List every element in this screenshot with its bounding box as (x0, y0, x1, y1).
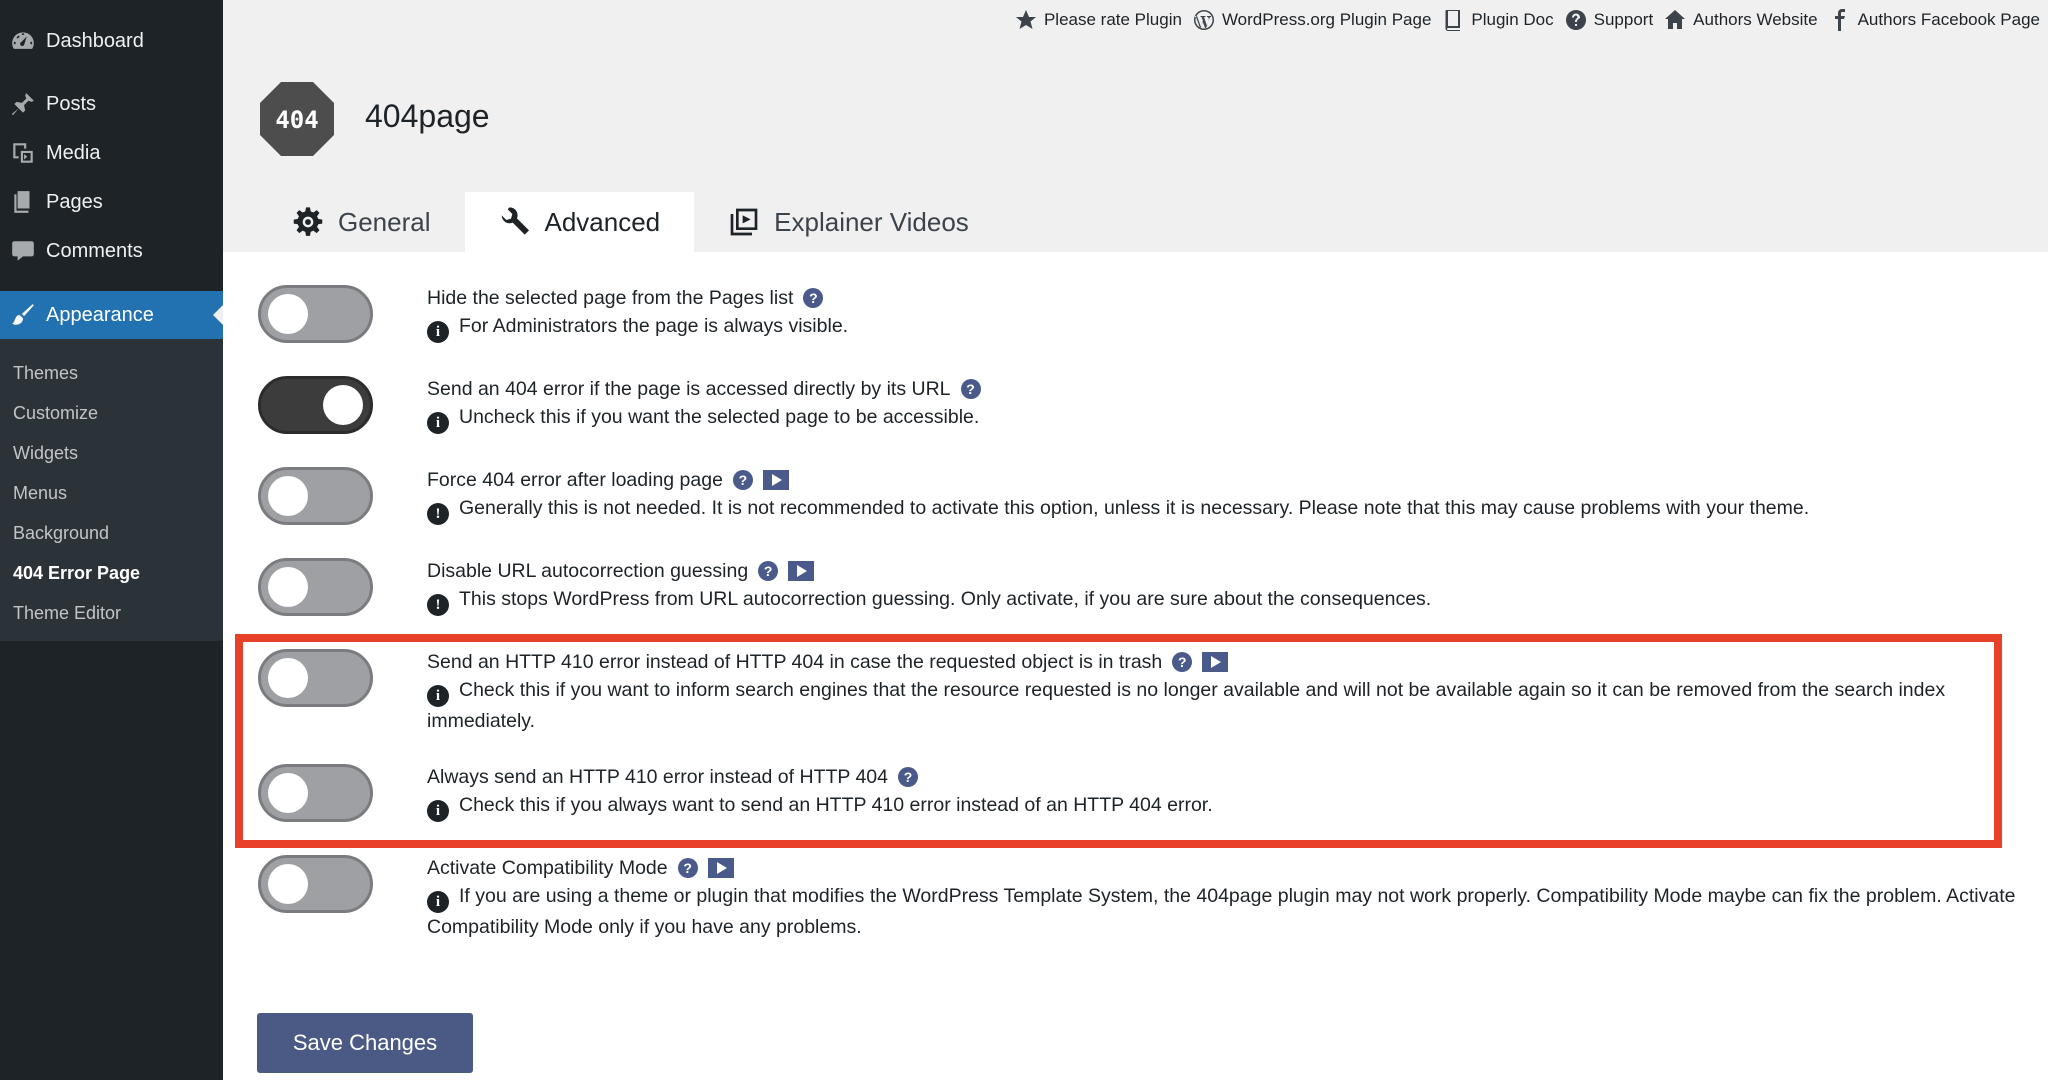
help-icon[interactable]: ? (758, 561, 778, 581)
setting-title (427, 557, 2017, 585)
setting-title-text: Send an HTTP 410 error instead of HTTP 404 in case the requested object is in trash (427, 651, 1163, 673)
toplink-label: WordPress.org Plugin Page (1221, 10, 1432, 29)
sidebar-item-label: Appearance (46, 303, 154, 326)
help-icon (1564, 8, 1588, 32)
toggle-knob (268, 658, 308, 698)
setting-text (427, 466, 2017, 525)
media-icon (0, 140, 46, 166)
submenu-item-background[interactable]: Background (13, 522, 110, 543)
setting-title-text: Activate Compatibility Mode (427, 857, 668, 879)
sidebar-item-posts[interactable] (0, 80, 223, 128)
setting-description-text: Uncheck this if you want the selected page to be accessible. (459, 406, 980, 428)
setting-description-text: Check this if you always want to send an HTTP 410 error instead of an HTTP 404 error. (459, 794, 1213, 816)
toplink-label: Authors Website (1693, 10, 1818, 29)
setting-text (427, 284, 2017, 343)
info-icon: i (427, 685, 449, 707)
sidebar-item-media[interactable] (0, 129, 223, 177)
toggle-knob (268, 864, 308, 904)
page-title: 404page (365, 98, 490, 134)
gear-icon (292, 206, 324, 238)
sidebar-item-dashboard[interactable] (0, 17, 223, 65)
video-play-icon[interactable] (708, 858, 734, 878)
404page-logo (259, 81, 335, 157)
sidebar-item-label: Posts (46, 92, 97, 115)
setting-title (427, 284, 2017, 312)
sidebar-item-appearance[interactable] (0, 291, 223, 339)
submenu-item-widgets[interactable]: Widgets (13, 442, 79, 463)
plugin-top-links (1014, 6, 2040, 34)
setting-description (427, 882, 2017, 941)
comments-icon (0, 238, 46, 264)
setting-description (427, 585, 2017, 616)
setting-text (427, 557, 2017, 616)
setting-description (427, 403, 2017, 434)
wordpress-plugin-page-link[interactable] (1192, 8, 1431, 32)
setting-description (427, 312, 2017, 343)
tab-advanced[interactable] (465, 192, 695, 252)
setting-description-text: Check this if you want to inform search engines that the resource requested is no longer available and will not be available again so it can be removed from the search index immediately. (427, 679, 1946, 732)
toggle-knob (268, 476, 308, 516)
current-menu-arrow (213, 305, 223, 325)
tab-label: General (338, 206, 431, 237)
video-play-icon[interactable] (788, 561, 814, 581)
info-icon: i (427, 891, 449, 913)
setting-description (427, 791, 2017, 822)
setting-title-text: Send an 404 error if the page is accessed directly by its URL (427, 378, 951, 400)
help-icon[interactable]: ? (733, 470, 753, 490)
setting-title (427, 763, 2017, 791)
info-icon: i (427, 412, 449, 434)
setting-toggle[interactable] (258, 558, 373, 616)
submenu-item-theme-editor[interactable]: Theme Editor (13, 602, 122, 623)
plugin-doc-link[interactable] (1441, 8, 1553, 32)
setting-title-text: Disable URL autocorrection guessing (427, 560, 749, 582)
setting-title (427, 854, 2017, 882)
sidebar-item-label: Pages (46, 190, 103, 213)
toplink-label: Authors Facebook Page (1857, 10, 2040, 29)
submenu-item-404-error-page[interactable]: 404 Error Page (13, 562, 141, 583)
info-icon: i (427, 321, 449, 343)
star-icon (1014, 8, 1038, 32)
setting-toggle[interactable] (258, 467, 373, 525)
help-icon[interactable]: ? (1172, 652, 1192, 672)
settings-panel (223, 252, 2048, 1080)
toggle-knob (268, 294, 308, 334)
help-icon[interactable]: ? (678, 858, 698, 878)
book-icon (1441, 8, 1465, 32)
dashboard-icon (0, 28, 46, 54)
pin-icon (0, 91, 46, 117)
setting-title-text: Force 404 error after loading page (427, 469, 723, 491)
setting-title-text: Always send an HTTP 410 error instead of HTTP 404 (427, 766, 889, 788)
setting-toggle[interactable] (258, 285, 373, 343)
sidebar-item-label: Media (46, 141, 101, 164)
setting-title-text: Hide the selected page from the Pages list (427, 287, 794, 309)
sidebar-item-comments[interactable] (0, 227, 223, 275)
setting-description-text: For Administrators the page is always visible. (459, 315, 849, 337)
sidebar-item-label: Comments (46, 239, 143, 262)
video-library-icon (728, 206, 760, 238)
submenu-item-customize[interactable]: Customize (13, 402, 99, 423)
authors-website-link[interactable] (1663, 8, 1817, 32)
submenu-item-themes[interactable]: Themes (13, 362, 79, 383)
tab-label: Advanced (544, 206, 661, 237)
toggle-knob (268, 773, 308, 813)
appearance-submenu (0, 339, 223, 641)
setting-toggle[interactable] (258, 376, 373, 434)
settings-tabs (258, 192, 1003, 252)
setting-description (427, 494, 2017, 525)
warning-icon: ! (427, 503, 449, 525)
sidebar-item-label: Dashboard (46, 29, 144, 52)
toggle-knob (268, 567, 308, 607)
facebook-icon (1828, 8, 1852, 32)
setting-title (427, 648, 2017, 676)
setting-description-text: If you are using a theme or plugin that modifies the WordPress Template System, the 404page plugin may not work properly. Compatibility Mode maybe can fix the problem. Activate Compatibility Mode only if you have any problems. (427, 885, 2016, 938)
help-icon[interactable]: ? (803, 288, 823, 308)
tab-explainer-videos[interactable] (694, 192, 1003, 252)
video-play-icon[interactable] (1202, 652, 1228, 672)
setting-text (427, 763, 2017, 822)
setting-title (427, 466, 2017, 494)
setting-description (427, 676, 2017, 735)
setting-description-text: Generally this is not needed. It is not recommended to activate this option, unless it is necessary. Please note that this may cause problems with your theme. (459, 497, 1810, 519)
setting-title (427, 375, 2017, 403)
rate-plugin-link[interactable] (1014, 8, 1182, 32)
warning-icon: ! (427, 594, 449, 616)
authors-facebook-link[interactable] (1828, 8, 2040, 32)
setting-text (427, 648, 2017, 735)
setting-toggle[interactable] (258, 649, 373, 707)
toplink-label: Please rate Plugin (1043, 10, 1182, 29)
wrench-icon (499, 206, 531, 238)
tab-label: Explainer Videos (774, 206, 969, 237)
support-link[interactable] (1564, 8, 1654, 32)
info-icon: i (427, 800, 449, 822)
help-icon[interactable]: ? (898, 767, 918, 787)
submenu-item-menus[interactable]: Menus (13, 482, 68, 503)
save-changes-button[interactable]: Save Changes (257, 1013, 473, 1073)
tab-general[interactable] (258, 192, 465, 252)
toplink-label: Plugin Doc (1471, 10, 1554, 29)
wordpress-icon (1192, 8, 1216, 32)
video-play-icon[interactable] (763, 470, 789, 490)
setting-toggle[interactable] (258, 855, 373, 913)
home-icon (1663, 8, 1687, 32)
admin-sidebar (0, 0, 223, 1080)
setting-text (427, 375, 2017, 434)
setting-description-text: This stops WordPress from URL autocorrection guessing. Only activate, if you are sure about the consequences. (459, 588, 1432, 610)
brush-icon (0, 302, 46, 328)
sidebar-item-pages[interactable] (0, 178, 223, 226)
logo-text: 404 (275, 106, 319, 134)
toggle-knob (323, 385, 363, 425)
help-icon[interactable]: ? (961, 379, 981, 399)
pages-icon (0, 189, 46, 215)
setting-toggle[interactable] (258, 764, 373, 822)
setting-text (427, 854, 2017, 941)
toplink-label: Support (1593, 10, 1654, 29)
